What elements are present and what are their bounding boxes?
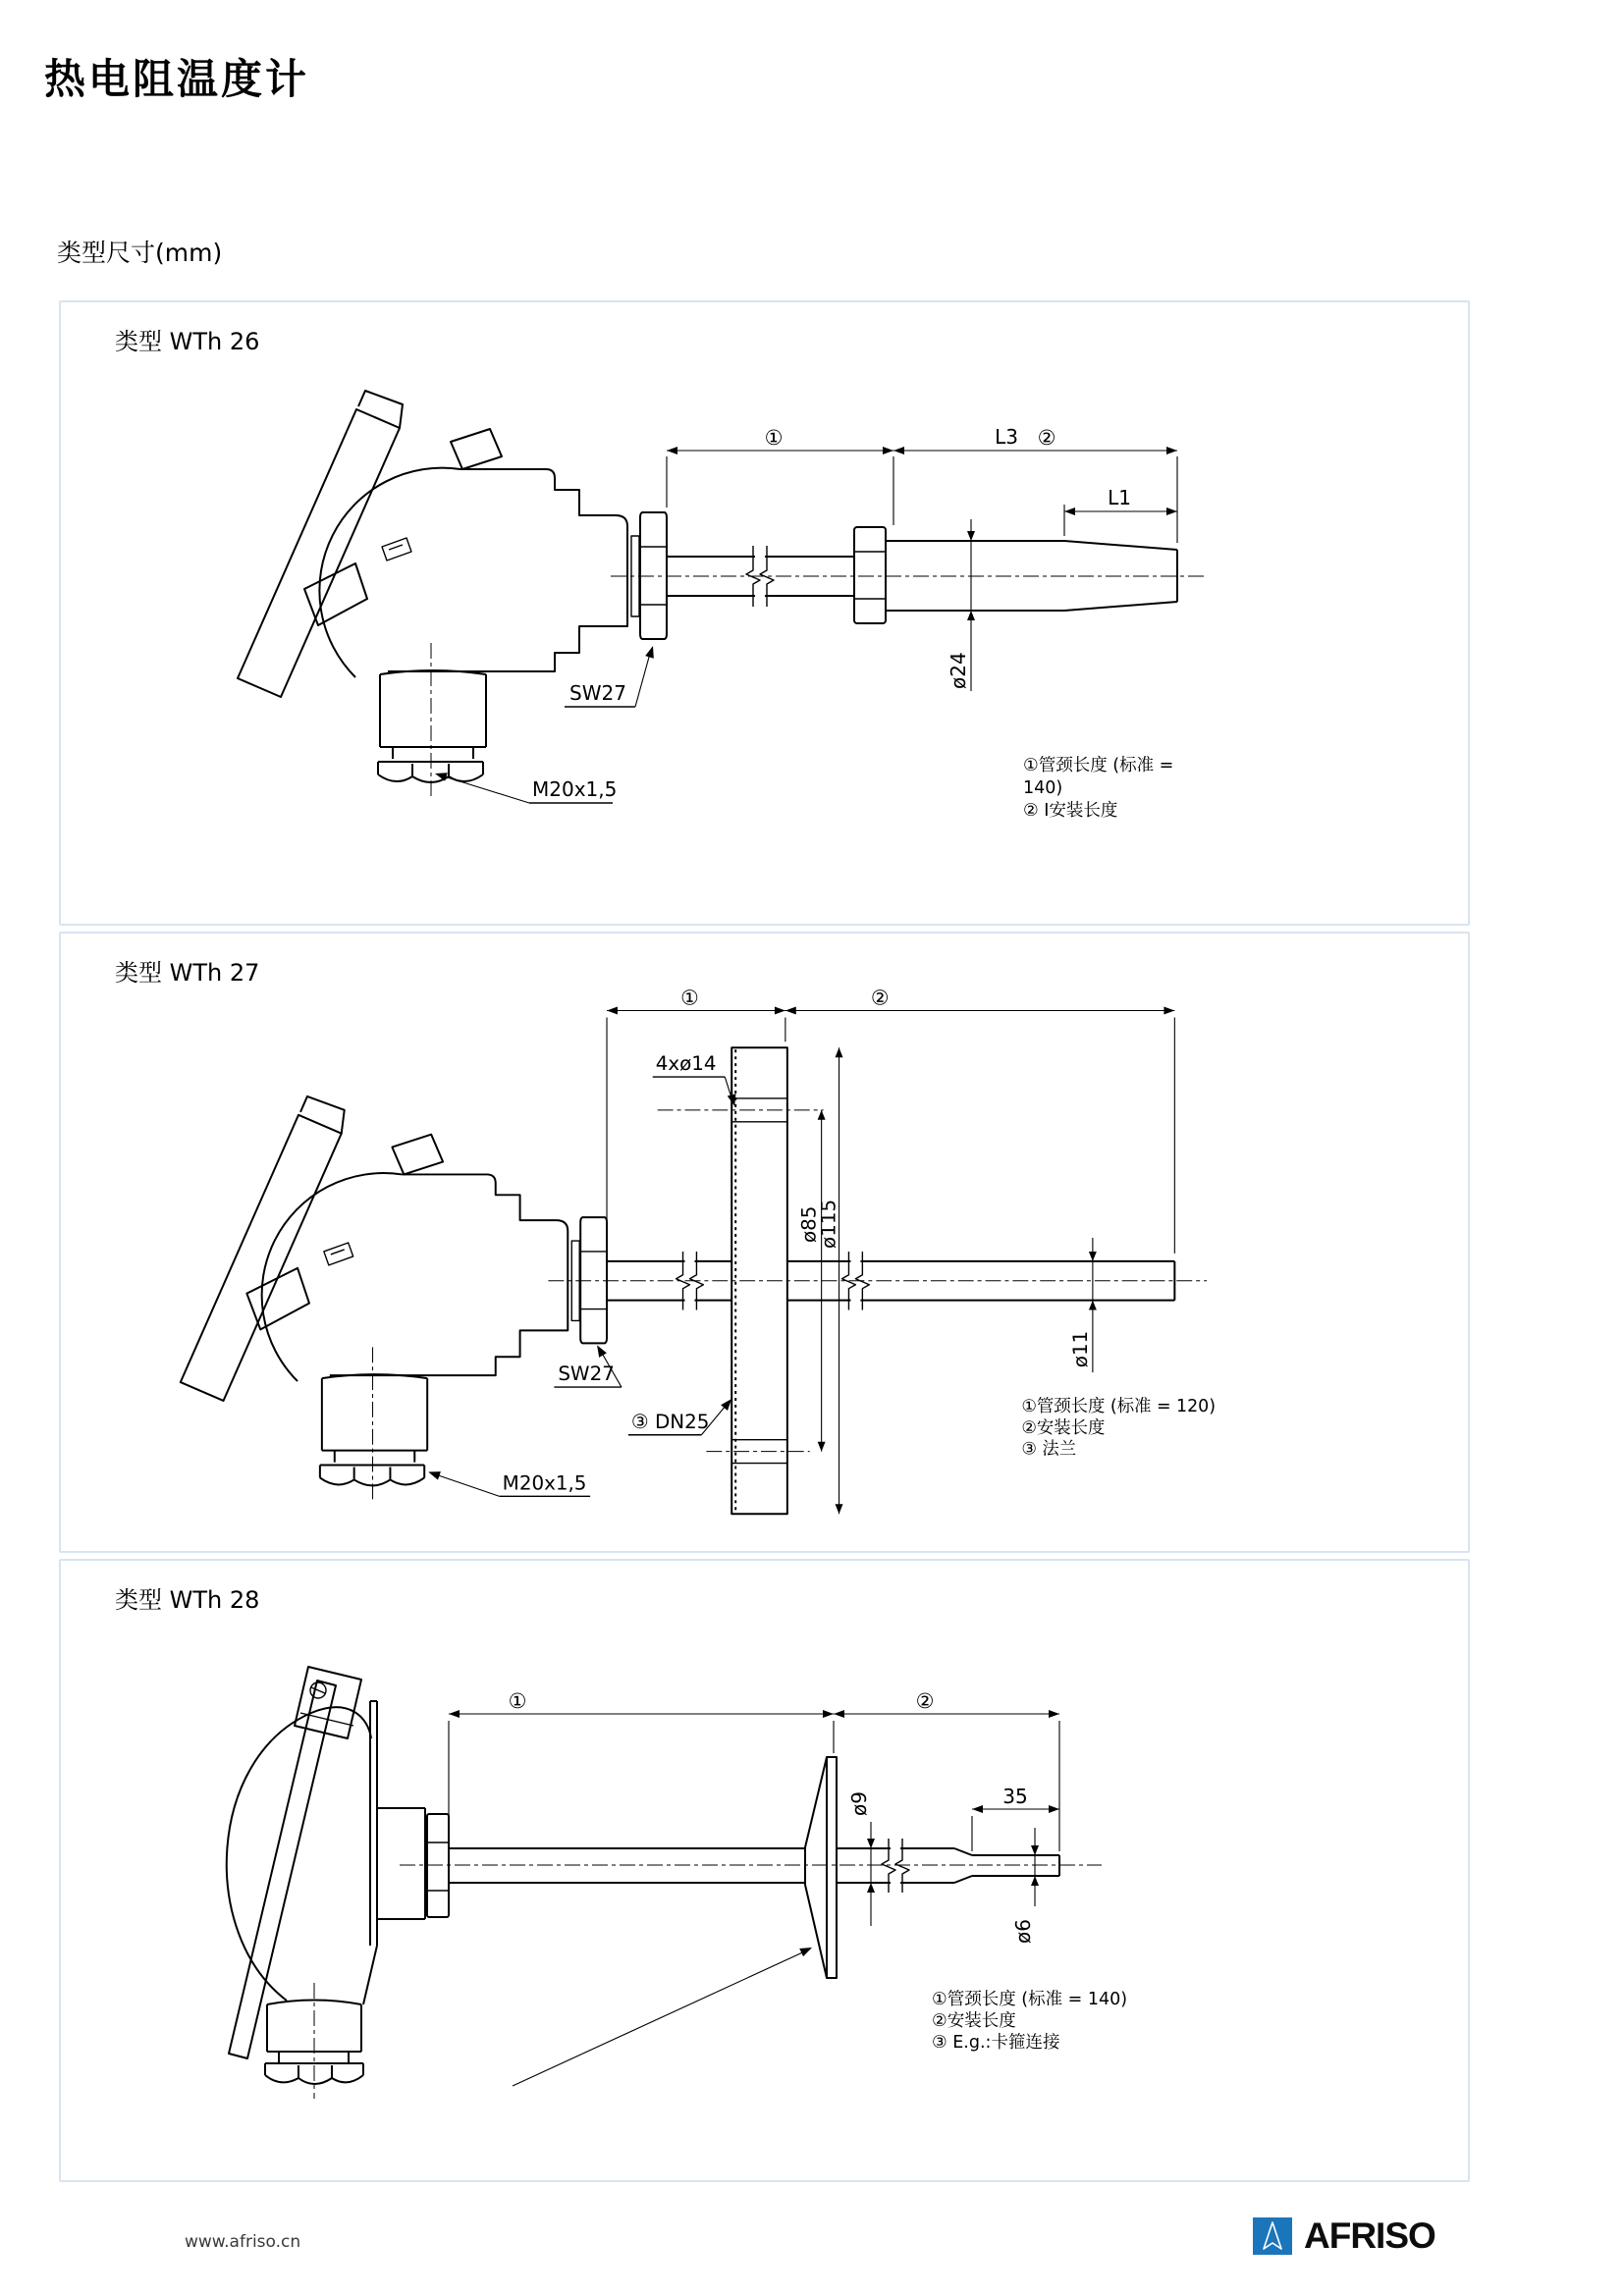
flange-dn25-label: ③ DN25	[630, 1410, 710, 1433]
install-length-ref: ②	[870, 986, 890, 1010]
afriso-logo-text: AFRISO	[1304, 2216, 1435, 2256]
panel-wth27-title: 类型 WTh 27	[115, 959, 260, 987]
ferrule-leader	[513, 1949, 809, 2086]
neck-length-ref: ①	[764, 426, 784, 450]
triclamp-ferrule	[805, 1757, 827, 1978]
dia24-label: ø24	[947, 652, 970, 689]
panel-wth27	[59, 932, 1470, 1553]
neck-dia-label: ø9	[847, 1791, 871, 1816]
l1-dim-label: L1	[1108, 486, 1131, 509]
note-line: ②安装长度	[1021, 1417, 1106, 1438]
wth26-probe-tube	[611, 527, 1205, 623]
install-length-ref: ②	[1037, 426, 1056, 450]
panel-wth26	[59, 300, 1470, 926]
m20-thread-label: M20x1,5	[502, 1471, 587, 1495]
wth26-leader-labels	[434, 645, 658, 803]
panel-wth26-title: 类型 WTh 26	[115, 328, 260, 355]
install-length-ref: ②	[915, 1689, 935, 1713]
probe-collar	[854, 527, 886, 623]
bolt-holes-label: 4xø14	[655, 1052, 717, 1076]
note-line: ③ 法兰	[1021, 1439, 1077, 1460]
connection-head-dome	[227, 1667, 449, 2099]
dimensions-subtitle: 类型尺寸(mm)	[57, 239, 223, 267]
note-line: 140)	[1023, 778, 1063, 798]
l3-dim-label: L3	[995, 425, 1018, 449]
wth27-probe-tube	[548, 1047, 1207, 1514]
m20-thread-label: M20x1,5	[532, 777, 618, 801]
wth27-drawing	[61, 934, 1468, 1551]
note-line: ③ E.g.:卡箍连接	[932, 2033, 1060, 2053]
afriso-logo-icon	[1253, 2216, 1294, 2257]
page-title: 热电阻温度计	[44, 55, 310, 103]
note-line: ①管颈长度 (标准 = 120)	[1021, 1396, 1217, 1416]
connection-head	[238, 391, 667, 798]
wth28-notes	[932, 1990, 1127, 2053]
tip-length-label: 35	[1002, 1785, 1028, 1808]
neck-length-ref: ①	[508, 1689, 527, 1713]
note-line: ①管颈长度 (标准 = 140)	[932, 1990, 1128, 2009]
panel-wth28-title: 类型 WTh 28	[115, 1586, 260, 1614]
sw27-label: SW27	[558, 1362, 615, 1386]
connection-head	[181, 1096, 607, 1501]
wth26-dimensions	[667, 425, 1177, 691]
sw27-label: SW27	[569, 681, 626, 705]
panel-wth28	[59, 1559, 1470, 2182]
wth27-notes	[1021, 1397, 1216, 1460]
note-line: ①管颈长度 (标准 =	[1023, 756, 1174, 775]
afriso-logo	[1253, 2215, 1435, 2258]
wth28-dimensions	[449, 1689, 1059, 1944]
wth27-leader-labels	[427, 1343, 735, 1496]
wth26-drawing	[61, 302, 1468, 924]
note-line: ②安装长度	[932, 2011, 1016, 2031]
footer-website-link[interactable]: www.afriso.cn	[185, 2232, 301, 2252]
tip-dia-label: ø6	[1011, 1919, 1035, 1944]
bolt-circle-dia-label: ø85	[797, 1205, 821, 1243]
neck-length-ref: ①	[680, 986, 699, 1010]
wth28-drawing	[61, 1561, 1468, 2180]
wth26-notes	[1023, 756, 1173, 821]
note-line: ② I安装长度	[1023, 801, 1118, 821]
flange-od-label: ø115	[817, 1199, 840, 1249]
probe-dia-label: ø11	[1068, 1330, 1092, 1368]
